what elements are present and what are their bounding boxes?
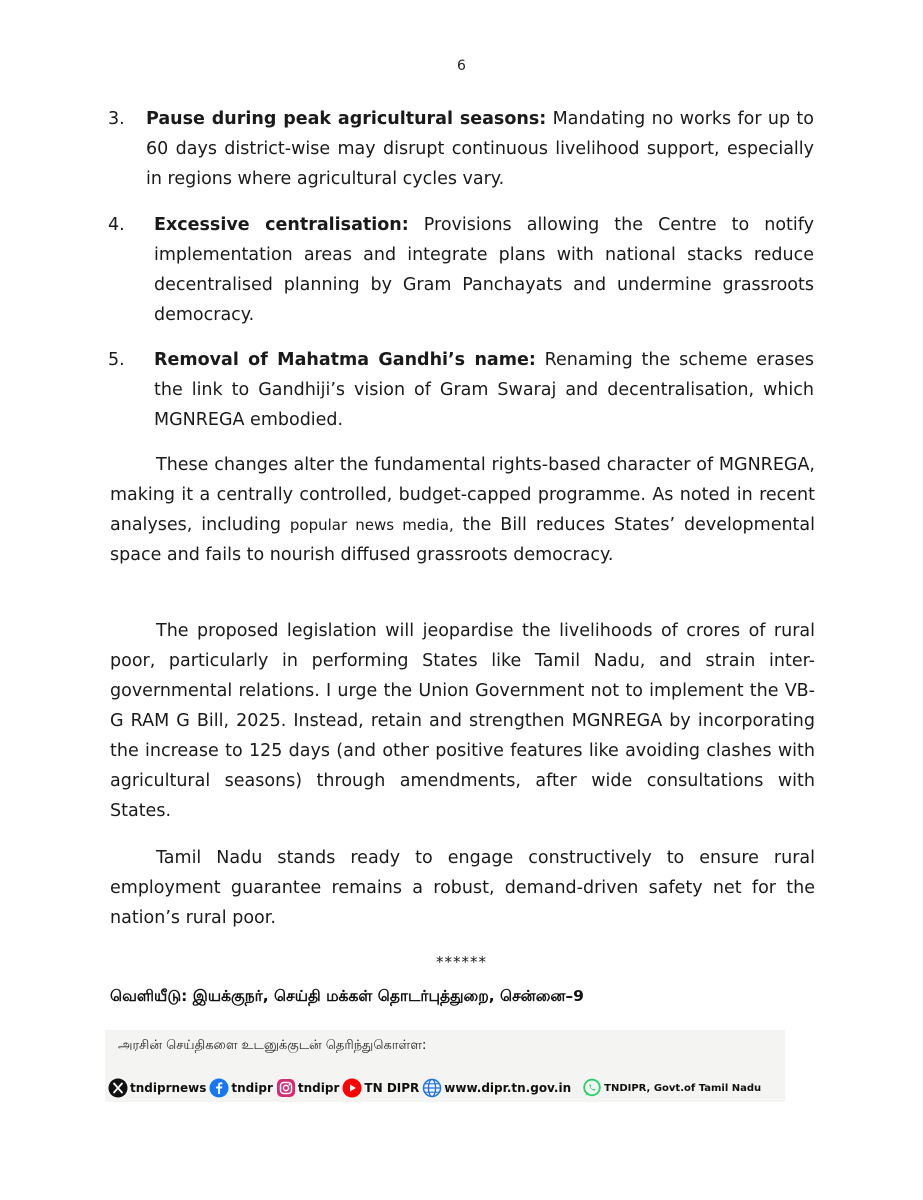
list-item-text: Provisions allowing the Centre to notify implementation areas and integrate plans with national stacks reduce decentralised planning by Gram Panchayats and undermine grassroots democracy. — [154, 215, 814, 325]
social-facebook[interactable] — [209, 1078, 273, 1098]
facebook-icon — [209, 1078, 229, 1098]
list-item-text: Renaming the scheme erases the link to Gandhiji’s vision of Gram Swaraj and decentralisation, which MGNREGA embodied. — [154, 350, 814, 430]
social-links — [108, 1076, 788, 1100]
media-reference: popular news media, — [289, 516, 454, 534]
list-item-number: 5. — [108, 350, 125, 370]
list-item-3 — [108, 104, 814, 194]
list-item-heading: Pause during peak agricultural seasons: — [146, 109, 547, 129]
separator: ****** — [436, 953, 487, 971]
social-label: TN DIPR — [364, 1081, 420, 1095]
page-number: 6 — [457, 58, 466, 74]
list-item-4 — [108, 210, 814, 330]
instagram-icon — [276, 1078, 296, 1098]
x-icon — [108, 1078, 128, 1098]
paragraph-rights-based: These changes alter the fundamental rights-based character of MGNREGA, making it a centrally controlled, budget-capped programme. As noted in recent analyses, including popular news media, the Bill reduces States’ developmental space and fails to nourish diffused grassroots democracy. — [110, 455, 816, 565]
whatsapp-icon — [582, 1078, 602, 1098]
social-label: tndiprnews — [130, 1081, 207, 1095]
social-website[interactable] — [422, 1078, 571, 1098]
list-item-number: 4. — [108, 215, 125, 235]
social-youtube[interactable] — [342, 1078, 419, 1098]
list-item-text: Mandating no works for up to 60 days district-wise may disrupt continuous livelihood support, especially in regions where agricultural cycles vary. — [146, 109, 814, 189]
social-label: TNDIPR, Govt.of Tamil Nadu — [604, 1082, 762, 1094]
release-line: வெளியீடு: இயக்குநர், செய்தி மக்கள் தொடர்புத்துறை, சென்னை–9 — [110, 987, 584, 1005]
social-label: tndipr — [297, 1081, 340, 1095]
globe-icon — [422, 1078, 442, 1098]
list-item-heading: Excessive centralisation: — [154, 215, 409, 235]
list-item-5 — [108, 345, 814, 435]
social-whatsapp[interactable] — [582, 1078, 761, 1098]
social-label: www.dipr.tn.gov.in — [444, 1081, 572, 1095]
list-item-number: 3. — [108, 109, 125, 129]
paragraph-tamil-nadu: Tamil Nadu stands ready to engage constructively to ensure rural employment guarantee remains a robust, demand-driven safety net for the nation’s rural poor. — [110, 848, 815, 928]
paragraph-legislation: The proposed legislation will jeopardise the livelihoods of crores of rural poor, particularly in performing States like Tamil Nadu, and strain inter-governmental relations. I urge the Union Government not to implement the VB-G RAM G Bill, 2025. Instead, retain and strengthen MGNREGA by incorporating the increase to 125 days (and other positive features like avoiding clashes with agricultural seasons) through amendments, after wide consultations with States. — [110, 621, 815, 821]
youtube-icon — [342, 1078, 362, 1098]
footer-caption: அரசின் செய்திகளை உடனுக்குடன் தெரிந்துகொள்ள: — [118, 1038, 427, 1053]
list-item-heading: Removal of Mahatma Gandhi’s name: — [154, 350, 536, 370]
social-x[interactable] — [108, 1078, 206, 1098]
social-label: tndipr — [231, 1081, 273, 1095]
social-instagram[interactable] — [276, 1078, 340, 1098]
